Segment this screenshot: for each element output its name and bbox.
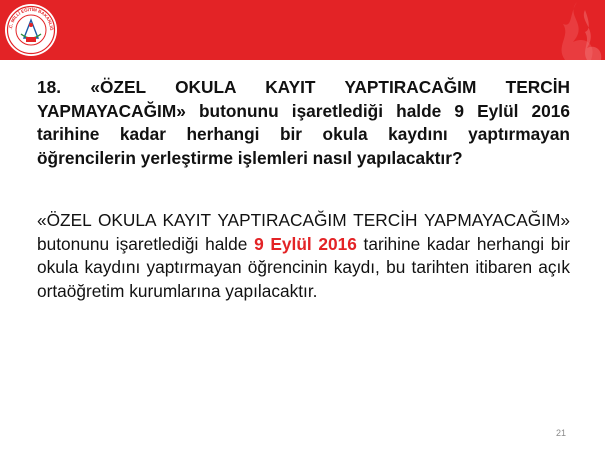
logo-text: .C. MİLLÎ EĞİTİM BAKANLIĞ xyxy=(8,6,55,31)
header-band xyxy=(0,0,605,60)
question-text: 18. «ÖZEL OKULA KAYIT YAPTIRACAĞIM TERCİH YAPMAYACAĞIM» butonunu işaretlediği halde 9 Eylül 2016 tarihine kadar herhangi bir okula kaydını yaptırmayan öğrencilerin yerleştirme işlemleri nasıl yapılacaktır? xyxy=(37,77,570,168)
answer-part-1: «ÖZEL OKULA KAYIT YAPTIRACAĞIM TERCİH YAPMAYACAĞIM» butonunu işaretlediği halde xyxy=(37,210,570,254)
answer-part-2: tarihine kadar herhangi bir okula kaydını yaptırmayan öğrencinin kaydı, bu tarihten itibaren açık ortaöğretim kurumlarına yapılacaktır. xyxy=(37,233,570,301)
answer-highlight-date: 9 Eylül 2016 xyxy=(254,233,357,254)
flame-watermark-icon xyxy=(525,0,605,60)
page-number: 21 xyxy=(556,428,567,438)
answer-text xyxy=(37,209,570,303)
ministry-seal-icon xyxy=(4,3,58,57)
